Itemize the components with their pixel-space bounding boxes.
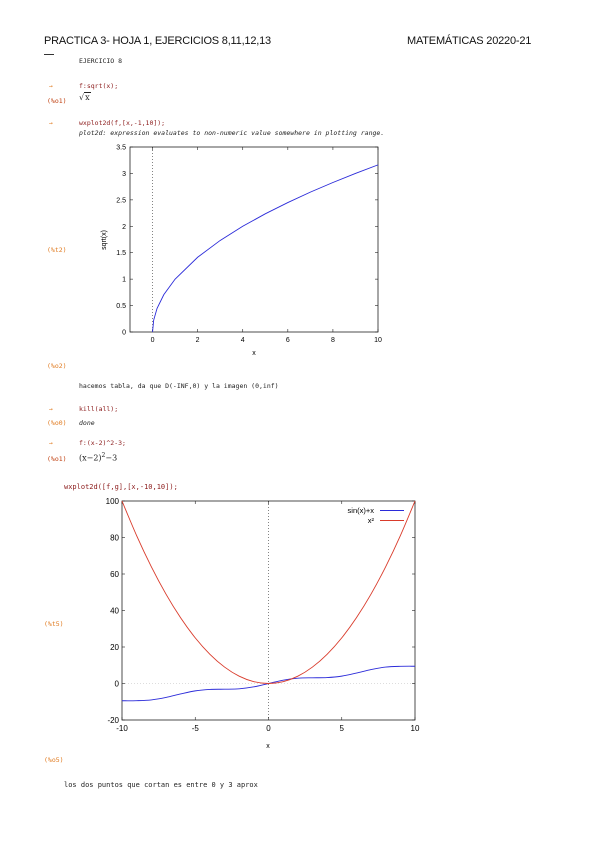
output-label: (%o1) xyxy=(47,455,67,463)
input-cell-code[interactable]: f:sqrt(x); xyxy=(79,82,119,90)
warning-text: plot2d: expression evaluates to non-numeric value somewhere in plotting range. xyxy=(79,129,385,137)
sqrt-plot xyxy=(98,140,398,362)
y-tick-label: 0.5 xyxy=(116,303,126,311)
legend-label-x2: x² xyxy=(367,516,374,525)
comment-text: hacemos tabla, da que D(-INF,0) y la imagen (0,inf) xyxy=(79,382,279,390)
x-tick-label: 0 xyxy=(150,337,155,344)
output-label: (%t2) xyxy=(47,246,67,254)
x-tick-label: -5 xyxy=(191,724,199,733)
y-tick-label: 100 xyxy=(105,497,119,506)
input-marker: → xyxy=(49,439,53,447)
comment-text: los dos puntos que cortan es entre 0 y 3 aprox xyxy=(64,781,258,789)
plot-frame xyxy=(130,147,378,332)
output-label: (%o0) xyxy=(47,419,67,427)
y-tick-label: 0 xyxy=(114,679,119,689)
input-cell-code[interactable]: wxplot2d(f,[x,-1,10]); xyxy=(79,119,166,127)
y-ticks xyxy=(106,497,415,725)
y-tick-label: 2 xyxy=(122,223,126,231)
x-tick-label: 10 xyxy=(374,337,382,344)
y-tick-label: -20 xyxy=(107,716,119,725)
output-label: (%o5) xyxy=(44,756,64,764)
input-marker: → xyxy=(49,119,53,127)
x-tick-label: 8 xyxy=(330,337,335,344)
output-math-expression: $(x-2)^2-3$ xyxy=(79,452,118,463)
x-tick-label: -10 xyxy=(116,724,128,733)
input-marker: → xyxy=(49,82,53,90)
y-tick-label: 20 xyxy=(110,643,119,652)
x-axis-label: x xyxy=(252,350,256,357)
exercise-heading: EJERCICIO 8 xyxy=(79,57,123,65)
y-axis-label: sqrt(x) xyxy=(101,230,108,250)
y-tick-label: 1 xyxy=(122,276,126,284)
output-result: done xyxy=(79,419,95,427)
course-title: MATEMÁTICAS 20220-21 xyxy=(407,35,532,47)
header-divider xyxy=(44,54,54,55)
sqrt-series-line xyxy=(153,165,378,332)
output-math-sqrt: √x xyxy=(79,93,90,102)
input-cell-code[interactable]: wxplot2d([f,g],[x,-10,10]); xyxy=(64,483,178,491)
y-tick-label: 2.5 xyxy=(116,197,126,205)
legend-label-sin: sin(x)+x xyxy=(347,506,374,515)
document-title: PRACTICA 3- HOJA 1, EJERCICIOS 8,11,12,13 xyxy=(44,35,271,47)
x-tick-label: 5 xyxy=(339,724,344,733)
input-marker: → xyxy=(49,405,53,413)
legend xyxy=(348,506,404,525)
y-tick-label: 60 xyxy=(110,570,119,579)
y-tick-label: 0 xyxy=(122,329,126,337)
x-axis-label: x xyxy=(266,743,270,750)
input-cell-code[interactable]: f:(x-2)^2-3; xyxy=(79,439,126,447)
x-tick-label: 2 xyxy=(195,337,200,344)
y-tick-label: 1.5 xyxy=(116,250,126,258)
output-label: (%t5) xyxy=(44,620,64,628)
x-tick-label: 0 xyxy=(266,724,271,733)
x-tick-label: 4 xyxy=(240,337,245,344)
output-label: (%o2) xyxy=(47,362,67,370)
output-label: (%o1) xyxy=(47,97,67,105)
x-tick-label: 10 xyxy=(410,724,420,733)
y-tick-label: 40 xyxy=(110,606,119,616)
y-tick-label: 80 xyxy=(110,533,119,543)
y-tick-label: 3.5 xyxy=(116,144,126,152)
input-cell-code[interactable]: kill(all); xyxy=(79,405,119,413)
x-tick-label: 6 xyxy=(285,337,290,344)
y-ticks xyxy=(116,145,378,337)
y-tick-label: 3 xyxy=(122,170,126,178)
sin-x-squared-plot xyxy=(100,497,425,753)
